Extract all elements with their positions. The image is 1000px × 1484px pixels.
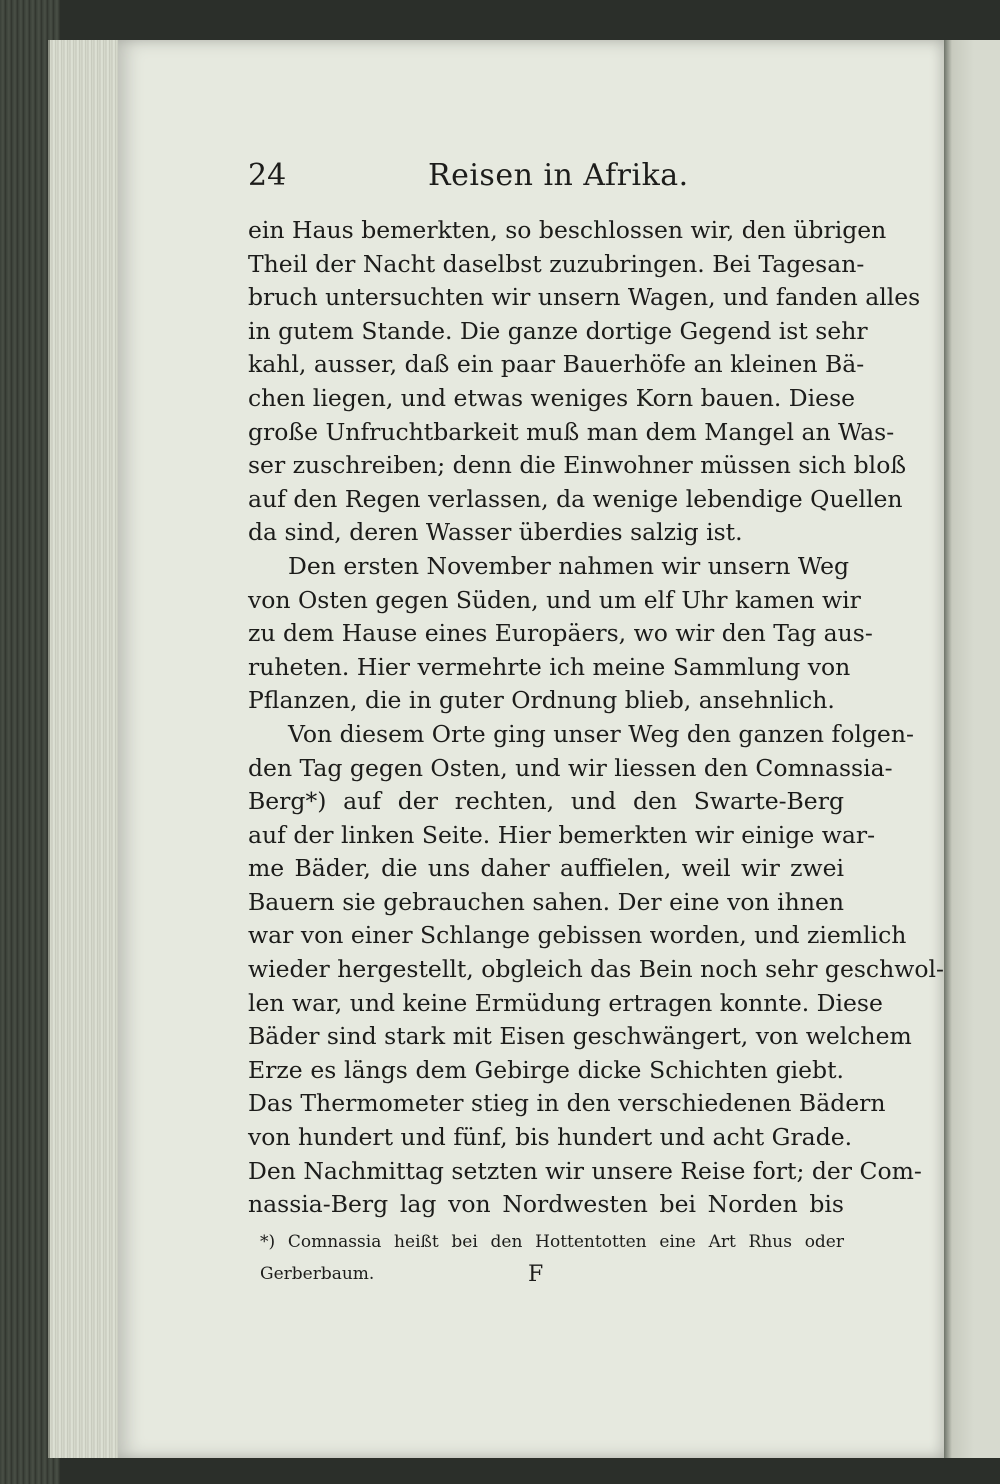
text-line: zu dem Hause eines Europäers, wo wir den Tag aus-	[248, 619, 873, 648]
text-line: Den ersten November nahmen wir unsern Weg	[288, 551, 850, 580]
footnote	[260, 1226, 844, 1290]
text-line: Erze es längs dem Gebirge dicke Schichten giebt.	[248, 1055, 844, 1084]
body-text	[248, 214, 944, 1222]
footnote-line: Gerberbaum.	[260, 1264, 375, 1284]
text-line: Das Thermometer stieg in den verschiedenen Bädern	[248, 1089, 886, 1118]
text-line: in gutem Stande. Die ganze dortige Gegend ist sehr	[248, 316, 868, 345]
text-line: ruheten. Hier vermehrte ich meine Sammlung von	[248, 652, 851, 681]
running-title: Reisen in Afrika.	[428, 158, 689, 193]
text-line: ser zuschreiben; denn die Einwohner müssen sich bloß	[248, 451, 907, 480]
text-line: Berg*) auf der rechten, und den Swarte-Berg	[248, 787, 844, 816]
text-line: nassia-Berg lag von Nordwesten bei Norden bis	[248, 1190, 844, 1219]
facing-page-edge	[944, 40, 1000, 1458]
text-line: den Tag gegen Osten, und wir liessen den Comnassia-	[248, 753, 893, 782]
text-line: Von diesem Orte ging unser Weg den ganzen folgen-	[288, 719, 914, 748]
page-stack-edge	[48, 40, 120, 1458]
text-line: Bäder sind stark mit Eisen geschwängert, von welchem	[248, 1022, 912, 1051]
text-line: von hundert und fünf, bis hundert und acht Grade.	[248, 1123, 853, 1152]
text-line: große Unfruchtbarkeit muß man dem Mangel an Was-	[248, 417, 895, 446]
text-line: auf den Regen verlassen, da wenige lebendige Quellen	[248, 484, 903, 513]
page-header	[248, 158, 848, 202]
text-line: len war, und keine Ermüdung ertragen konnte. Diese	[248, 988, 883, 1017]
text-line: wieder hergestellt, obgleich das Bein noch sehr geschwol-	[248, 955, 944, 984]
text-line: kahl, ausser, daß ein paar Bauerhöfe an kleinen Bä-	[248, 350, 865, 379]
text-line: war von einer Schlange gebissen worden, und ziemlich	[248, 921, 907, 950]
text-line: da sind, deren Wasser überdies salzig ist.	[248, 518, 743, 547]
text-line: me Bäder, die uns daher auffielen, weil wir zwei	[248, 854, 844, 883]
text-line: auf der linken Seite. Hier bemerkten wir einige war-	[248, 820, 876, 849]
page-number: 24	[248, 158, 287, 193]
footnote-line: *) Comnassia heißt bei den Hottentotten eine Art Rhus oder	[260, 1232, 844, 1252]
text-line: chen liegen, und etwas weniges Korn bauen. Diese	[248, 383, 856, 412]
text-line: bruch untersuchten wir unsern Wagen, und fanden alles	[248, 283, 921, 312]
text-line: Theil der Nacht daselbst zuzubringen. Bei Tagesan-	[248, 249, 865, 278]
text-line: von Osten gegen Süden, und um elf Uhr kamen wir	[248, 585, 861, 614]
signature-mark: F	[528, 1262, 544, 1287]
text-line: Den Nachmittag setzten wir unsere Reise fort; der Com-	[248, 1156, 922, 1185]
text-line: Pflanzen, die in guter Ordnung blieb, ansehnlich.	[248, 686, 835, 715]
text-line: Bauern sie gebrauchen sahen. Der eine von ihnen	[248, 887, 844, 916]
text-line: ein Haus bemerkten, so beschlossen wir, den übrigen	[248, 216, 887, 244]
